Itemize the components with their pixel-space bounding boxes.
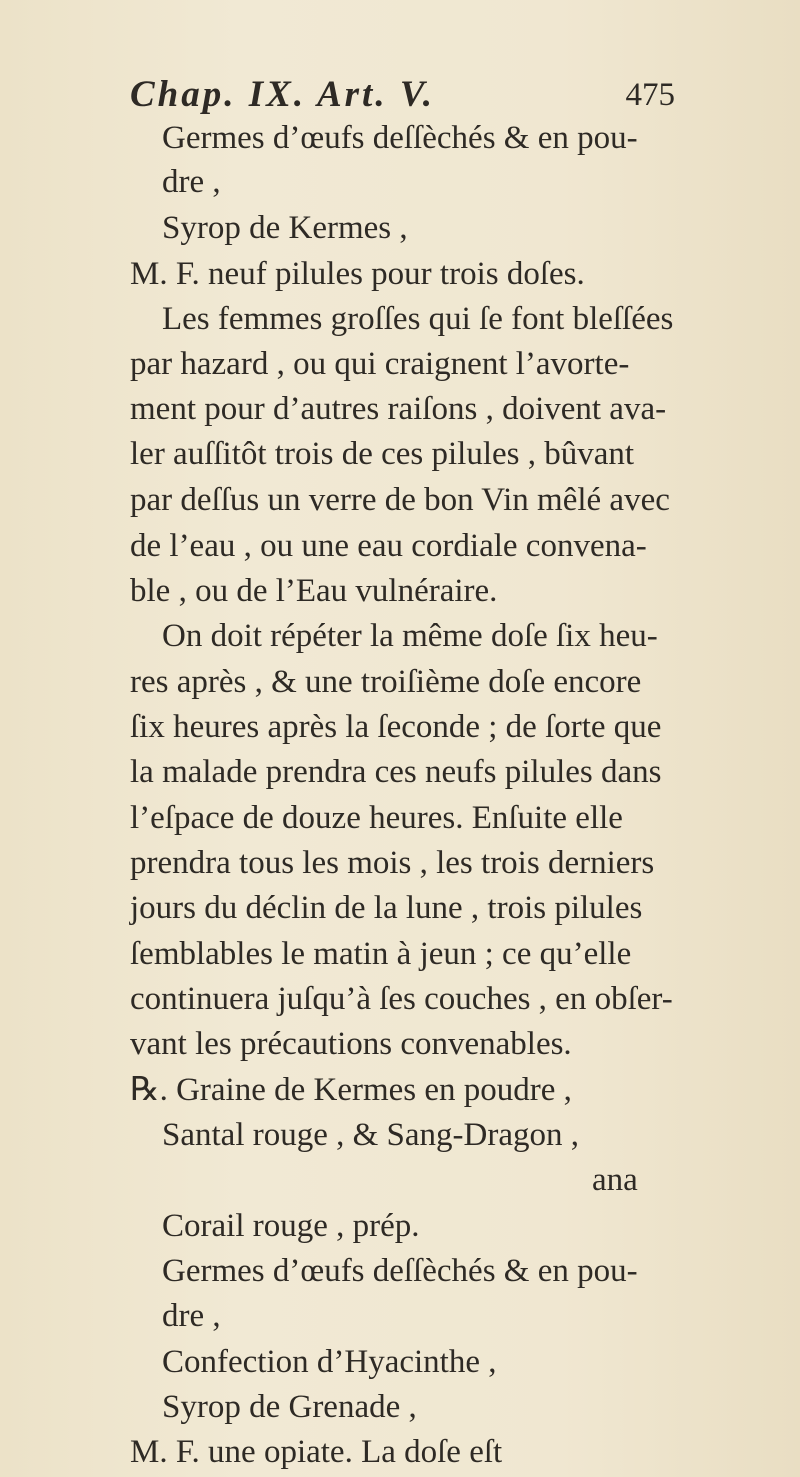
text-line: par deſſus un verre de bon Vin mêlé avec (130, 482, 670, 518)
recipe-line: M. F. une opiate. La doſe eſt (130, 1434, 503, 1470)
text-line: Syrop de Kermes , (162, 210, 408, 246)
text-line: prendra tous les mois , les trois derniers (130, 845, 655, 881)
recipe-line: Syrop de Grenade , (162, 1389, 417, 1425)
text-line: dre , (162, 164, 221, 200)
text-line: M. F. neuf pilules pour trois doſes. (130, 256, 585, 292)
text-line: ſemblables le matin à jeun ; ce qu’elle (130, 936, 632, 972)
text-line: ler auſſitôt trois de ces pilules , bûvant (130, 436, 635, 472)
recipe-line: Corail rouge , prép. (162, 1208, 420, 1244)
recipe-line: dre , (162, 1298, 221, 1334)
text-line: ble , ou de l’Eau vulnéraire. (130, 573, 498, 609)
text-line: de l’eau , ou une eau cordiale convena- (130, 528, 647, 564)
text-line: vant les précautions convenables. (130, 1026, 572, 1062)
text-line: ment pour d’autres raiſons , doivent ava- (130, 391, 667, 427)
text-line: On doit répéter la même doſe ſix heu- (162, 618, 658, 654)
page-number: 475 (625, 77, 675, 113)
recipe-line: ℞. Graine de Kermes en poudre , (130, 1072, 572, 1108)
recipe-line: Santal rouge , & Sang-Dragon , (162, 1117, 579, 1153)
text-line: Les femmes groſſes qui ſe font bleſſées (162, 301, 674, 337)
text-line: Germes d’œufs deſſèchés & en pou- (162, 120, 638, 156)
recipe-line: Germes d’œufs deſſèchés & en pou- (162, 1253, 638, 1289)
text-line: continuera juſqu’à ſes couches , en obſer- (130, 981, 673, 1017)
recipe-line: ana (592, 1162, 638, 1198)
text-line: l’eſpace de douze heures. Enſuite elle (130, 800, 623, 836)
running-title: Chap. IX. Art. V. (130, 74, 435, 115)
page-header (130, 72, 675, 118)
text-line: jours du déclin de la lune , trois pilules (130, 890, 643, 926)
text-line: par hazard , ou qui craignent l’avorte- (130, 346, 630, 382)
text-line: la malade prendra ces neufs pilules dans (130, 754, 662, 790)
text-line: res après , & une troiſième doſe encore (130, 664, 642, 700)
recipe-line: Confection d’Hyacinthe , (162, 1344, 497, 1380)
text-line: ſix heures après la ſeconde ; de ſorte que (130, 709, 662, 745)
